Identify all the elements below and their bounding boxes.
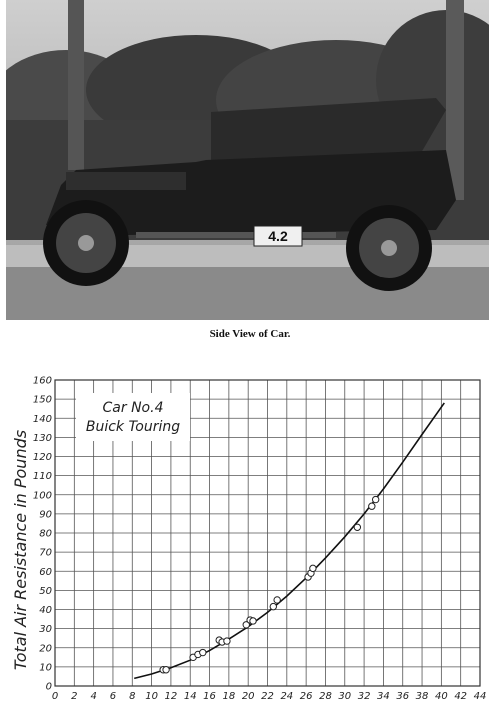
- y-tick-label: 10: [39, 662, 52, 674]
- chart-annotation: [76, 393, 190, 441]
- y-tick-label: 100: [32, 490, 52, 502]
- x-tick-label: 2: [71, 691, 78, 702]
- y-axis-label: Total Air Resistance in Pounds: [11, 429, 30, 671]
- license-plate-text: 4.2: [268, 228, 288, 244]
- x-tick-label: 26: [299, 691, 313, 702]
- y-tick-label: 50: [39, 585, 52, 597]
- photo-caption: Side View of Car.: [209, 328, 291, 340]
- fit-curve-layer: [134, 403, 444, 679]
- data-point: [310, 565, 316, 571]
- x-tick-label: 10: [145, 691, 158, 702]
- data-point: [369, 503, 375, 509]
- x-tick-label: 4: [90, 691, 97, 702]
- y-tick-label: 80: [39, 528, 52, 540]
- y-tick-label: 110: [32, 471, 52, 483]
- x-tick-label: 44: [473, 691, 487, 702]
- y-tick-label: 30: [39, 624, 52, 636]
- x-tick-label: 14: [183, 691, 197, 702]
- y-tick-label: 20: [39, 643, 52, 655]
- x-tick-label: 40: [434, 691, 448, 702]
- x-tick-label: 22: [261, 691, 274, 702]
- x-tick-label: 36: [396, 691, 410, 702]
- data-point: [354, 524, 360, 530]
- x-tick-label: 28: [319, 691, 332, 702]
- x-tick-label: 34: [377, 691, 390, 702]
- car-photo: [6, 0, 489, 320]
- x-tick-label: 32: [357, 691, 371, 702]
- y-tick-label: 0: [45, 681, 52, 693]
- data-point: [274, 597, 280, 603]
- y-tick-label: 140: [32, 413, 52, 425]
- x-tick-label: 8: [129, 691, 136, 702]
- x-tick-label: 6: [109, 691, 117, 702]
- x-tick-label: 12: [164, 691, 178, 702]
- x-tick-label: 20: [241, 691, 255, 702]
- annotation-line-2: Buick Touring: [85, 419, 181, 435]
- x-tick-label: 42: [454, 691, 468, 702]
- y-tick-label: 130: [32, 432, 52, 444]
- y-tick-label: 160: [32, 375, 52, 387]
- resistance-chart: [0, 370, 500, 704]
- data-point: [270, 603, 276, 609]
- data-point: [372, 496, 378, 502]
- data-point: [250, 618, 256, 624]
- data-point: [200, 649, 206, 655]
- x-tick-label: 18: [222, 691, 236, 702]
- x-tick-label: 38: [415, 691, 429, 702]
- x-tick-label: 24: [280, 691, 294, 702]
- y-tick-label: 70: [39, 547, 52, 559]
- data-point: [224, 638, 230, 644]
- y-tick-label: 40: [39, 605, 52, 616]
- y-tick-label: 120: [32, 452, 52, 463]
- y-tick-label: 60: [39, 566, 52, 578]
- data-points-layer: [160, 496, 379, 673]
- annotation-line-1: Car No.4: [102, 400, 164, 416]
- y-tick-label: 150: [32, 394, 52, 406]
- x-tick-label: 0: [51, 691, 59, 702]
- fit-curve: [134, 403, 444, 679]
- data-point: [163, 667, 169, 673]
- y-tick-label: 90: [39, 509, 52, 521]
- x-tick-label: 30: [338, 691, 352, 702]
- x-tick-label: 16: [203, 691, 216, 702]
